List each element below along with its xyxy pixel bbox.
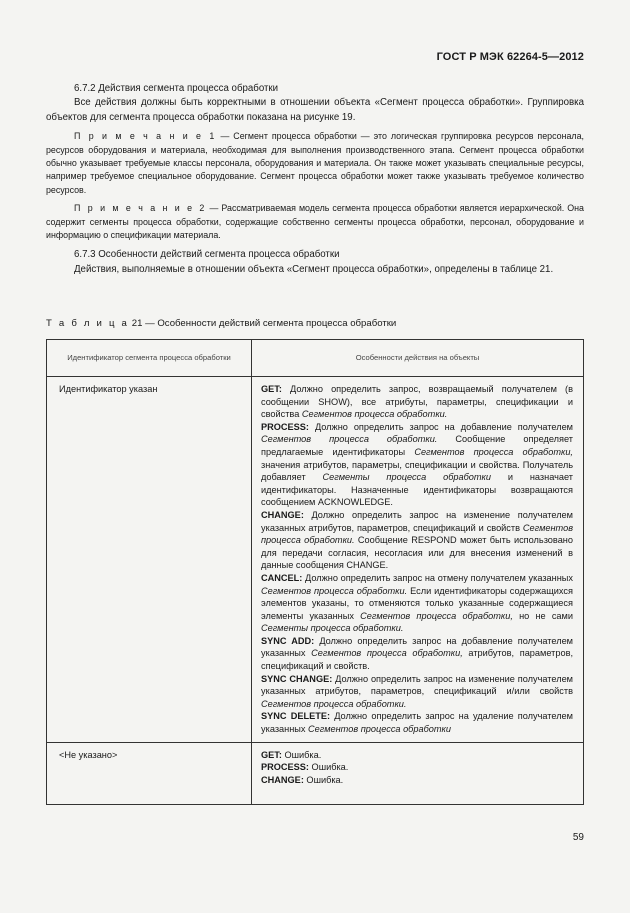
- table-21: [46, 339, 584, 805]
- sync-change-entry: SYNC CHANGE: Должно определить запрос на изменение получателем указанных атрибутов, параметров, спецификаций и/или свойств Сегментов процесса обработки.: [261, 673, 573, 709]
- section-6-7-2-heading: 6.7.2 Действия сегмента процесса обработки: [74, 83, 279, 94]
- note-2-label: П р и м е ч а н и е 2: [74, 203, 207, 214]
- note-2: [46, 202, 584, 242]
- note-2-text: — Рассматриваемая модель сегмента процесса обработки является иерархической. Она содержит сегменты процесса обработки, содержащие собственно сегменты процесса обработки, персонал, оборудование и информацию о спецификации материала.: [46, 203, 584, 241]
- change-entry: CHANGE: Должно определить запрос на изменение получателем указанных атрибутов, параметров, спецификаций и свойств Сегментов процесса обработки. Сообщение RESPOND может быть использовано для передачи согласия, несогласия или для внесения изменений в данные сообщения CHANGE.: [261, 509, 573, 571]
- process-entry: PROCESS: Ошибка.: [261, 762, 349, 773]
- table-caption: [46, 318, 396, 329]
- note-1: [46, 130, 584, 197]
- col2-header: Особенности действия на объекты: [252, 340, 584, 377]
- col1-header: Идентификатор сегмента процесса обработки: [47, 340, 252, 377]
- row2-identifier: <Не указано>: [47, 742, 252, 805]
- section-6-7-2-paragraph: Все действия должны быть корректными в отношении объекта «Сегмент процесса обработки». Группировка объектов для сегмента процесса обработки показана на рисунке 19.: [46, 97, 584, 123]
- get-entry: GET: Должно определить запрос, возвращаемый получателем (в сообщении SHOW), все атрибуты, параметры, спецификации и свойства Сегментов процесса обработки.: [261, 384, 573, 420]
- process-entry: PROCESS: Должно определить запрос на добавление получателем Сегментов процесса обработки. Сообщение определяет предлагаемые идентификаторы Сегментов процесса обработки, значения атрибутов, параметры, спецификации и свойства. Получатель добавляет Сегменты процесса обработки и назначает идентификаторы. Назначенные идентификаторы возвращаются сообщением ACKNOWLEDGE.: [261, 421, 574, 508]
- table-caption-label: Т а б л и ц а: [46, 318, 130, 329]
- table-row: [47, 377, 584, 743]
- change-entry: CHANGE: Ошибка.: [261, 774, 344, 785]
- row2-actions: [252, 742, 584, 805]
- row1-identifier: Идентификатор указан: [47, 377, 252, 743]
- table-header-row: [47, 340, 584, 377]
- table-caption-text: 21 — Особенности действий сегмента процесса обработки: [129, 318, 397, 329]
- standard-designation: ГОСТ Р МЭК 62264-5—2012: [436, 51, 584, 63]
- note-1-label: П р и м е ч а н и е 1: [74, 131, 217, 142]
- document-body: [46, 82, 584, 277]
- section-6-7-3-heading: 6.7.3 Особенности действий сегмента процесса обработки: [74, 249, 340, 261]
- note-1-text: — Сегмент процесса обработки — это логическая группировка ресурсов персонала, ресурсов оборудования и материала, необходимая для выполнения производственного этапа. Сегмент процесса обработки обычно указывает требуемые классы персонала, оборудования и материала. Он также может указывать специальные ресурсы, например требуемое специальное оборудование. Сегмент процесса обработки может также указывать требуемое количество ресурсов.: [46, 131, 584, 195]
- row1-actions: [252, 377, 584, 743]
- sync-add-entry: SYNC ADD: Должно определить запрос на добавление получателем указанных Сегментов процесса обработки, атрибутов, параметров, спецификаций и свойств.: [261, 635, 573, 672]
- page-number: 59: [572, 832, 584, 843]
- sync-delete-entry: SYNC DELETE: Должно определить запрос на удаление получателем указанных Сегментов процесса обработки: [261, 711, 573, 735]
- get-entry: GET: Ошибка.: [261, 749, 322, 760]
- section-6-7-3-paragraph: Действия, выполняемые в отношении объекта «Сегмент процесса обработки», определены в таблице 21.: [74, 263, 554, 275]
- cancel-entry: CANCEL: Должно определить запрос на отмену получателем указанных Сегментов процесса обработки. Если идентификаторы содержащихся элементов указаны, то отменяются только указанные содержащиеся элементы указанных Сегментов процесса обработки, но не сами Сегменты процесса обработки.: [261, 572, 573, 634]
- table-row: [47, 742, 584, 805]
